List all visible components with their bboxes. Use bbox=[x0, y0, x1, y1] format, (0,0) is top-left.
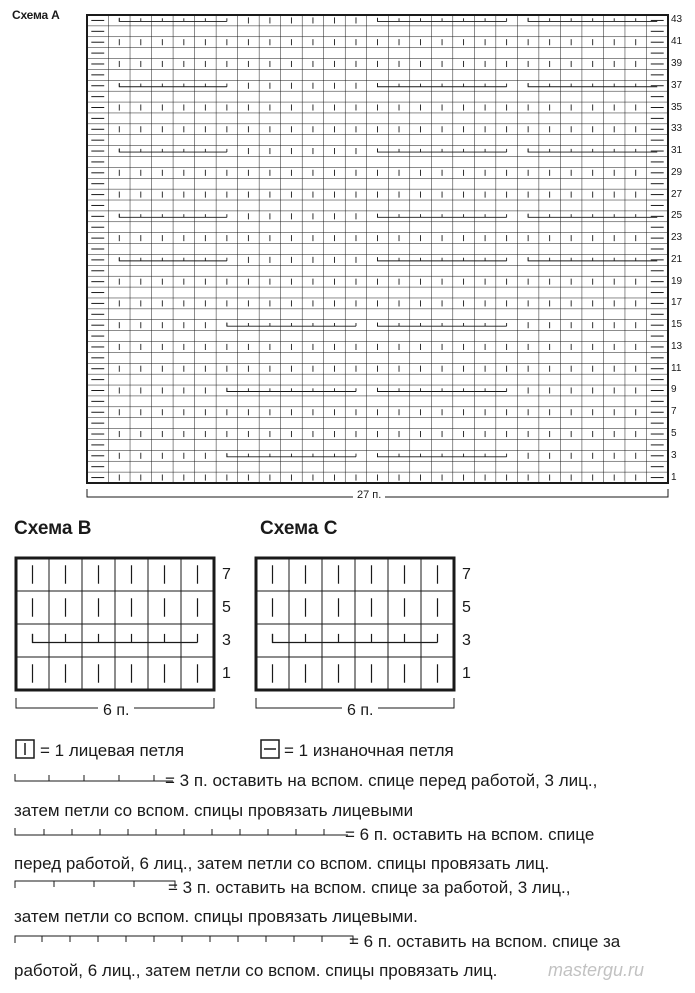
chart-c-row-label: 3 bbox=[462, 631, 471, 649]
chart-c-width-label: 6 п. bbox=[342, 702, 378, 720]
legend-purl: = 1 изнаночная петля bbox=[284, 741, 454, 760]
cable3-front-icon bbox=[14, 772, 174, 784]
cable3-back-icon bbox=[14, 879, 176, 891]
chart-a-row-label: 25 bbox=[671, 210, 683, 222]
chart-a-row-label: 29 bbox=[671, 166, 683, 178]
chart-a-row-label: 3 bbox=[671, 449, 677, 461]
legend-cable3-front-b: затем петли со вспом. спицы провязать лицевыми bbox=[14, 801, 414, 820]
chart-a-row-label: 11 bbox=[671, 362, 682, 374]
chart-a-row-label: 39 bbox=[671, 57, 683, 69]
legend-cable6-front-a: = 6 п. оставить на вспом. спице bbox=[345, 825, 595, 844]
chart-a-row-label: 17 bbox=[671, 297, 683, 309]
chart-a-row-label: 37 bbox=[671, 79, 683, 91]
legend-cable6-back-b: работой, 6 лиц., затем петли со вспом. спицы провязать лиц. bbox=[14, 961, 498, 980]
chart-a-row-label: 21 bbox=[671, 253, 683, 265]
cable6-back-icon bbox=[14, 934, 354, 946]
chart-a-row-label: 31 bbox=[671, 145, 683, 157]
legend-cable3-back-a: = 3 п. оставить на вспом. спице за работой, 3 лиц., bbox=[168, 878, 571, 897]
legend-cable6-back-a: = 6 п. оставить на вспом. спице за bbox=[349, 932, 621, 951]
legend-knit: = 1 лицевая петля bbox=[40, 741, 185, 760]
chart-a-row-label: 35 bbox=[671, 101, 683, 113]
chart-c-row-label: 7 bbox=[462, 565, 471, 583]
chart-a-row-label: 27 bbox=[671, 188, 683, 200]
chart-a-width-label: 27 п. bbox=[353, 489, 385, 501]
chart-a-row-label: 15 bbox=[671, 319, 683, 331]
chart-b-title: Схема B bbox=[14, 518, 92, 539]
chart-a-title: Схема А bbox=[12, 8, 60, 22]
chart-a-row-label: 7 bbox=[671, 406, 677, 418]
chart-a-row-label: 1 bbox=[671, 471, 677, 483]
chart-c-row-label: 1 bbox=[462, 664, 471, 682]
chart-c-title: Схема С bbox=[260, 518, 338, 539]
chart-b-row-label: 7 bbox=[222, 565, 231, 583]
chart-a-row-label: 13 bbox=[671, 340, 683, 352]
cable6-front-icon bbox=[14, 826, 349, 838]
legend-cable6-front-b: перед работой, 6 лиц., затем петли со вспом. спицы провязать лиц. bbox=[14, 854, 550, 873]
legend-cable3-back-b: затем петли со вспом. спицы провязать лицевыми. bbox=[14, 907, 418, 926]
chart-b-row-label: 1 bbox=[222, 664, 231, 682]
chart-a-row-label: 23 bbox=[671, 232, 683, 244]
chart-a-row-label: 9 bbox=[671, 384, 677, 396]
chart-b-row-label: 3 bbox=[222, 631, 231, 649]
chart-a-row-label: 5 bbox=[671, 428, 677, 440]
chart-a-row-label: 19 bbox=[671, 275, 683, 287]
chart-b-row-label: 5 bbox=[222, 598, 231, 616]
legend-cable3-front-a: = 3 п. оставить на вспом. спице перед работой, 3 лиц., bbox=[165, 771, 598, 790]
watermark: mastergu.ru bbox=[548, 960, 645, 980]
purl-symbol-icon bbox=[260, 739, 280, 759]
chart-c-row-label: 5 bbox=[462, 598, 471, 616]
knit-symbol-icon bbox=[15, 739, 35, 759]
chart-a-row-label: 43 bbox=[671, 14, 683, 26]
chart-a-row-label: 33 bbox=[671, 123, 683, 135]
chart-b-width-label: 6 п. bbox=[98, 702, 134, 720]
chart-a-row-label: 41 bbox=[671, 36, 683, 48]
